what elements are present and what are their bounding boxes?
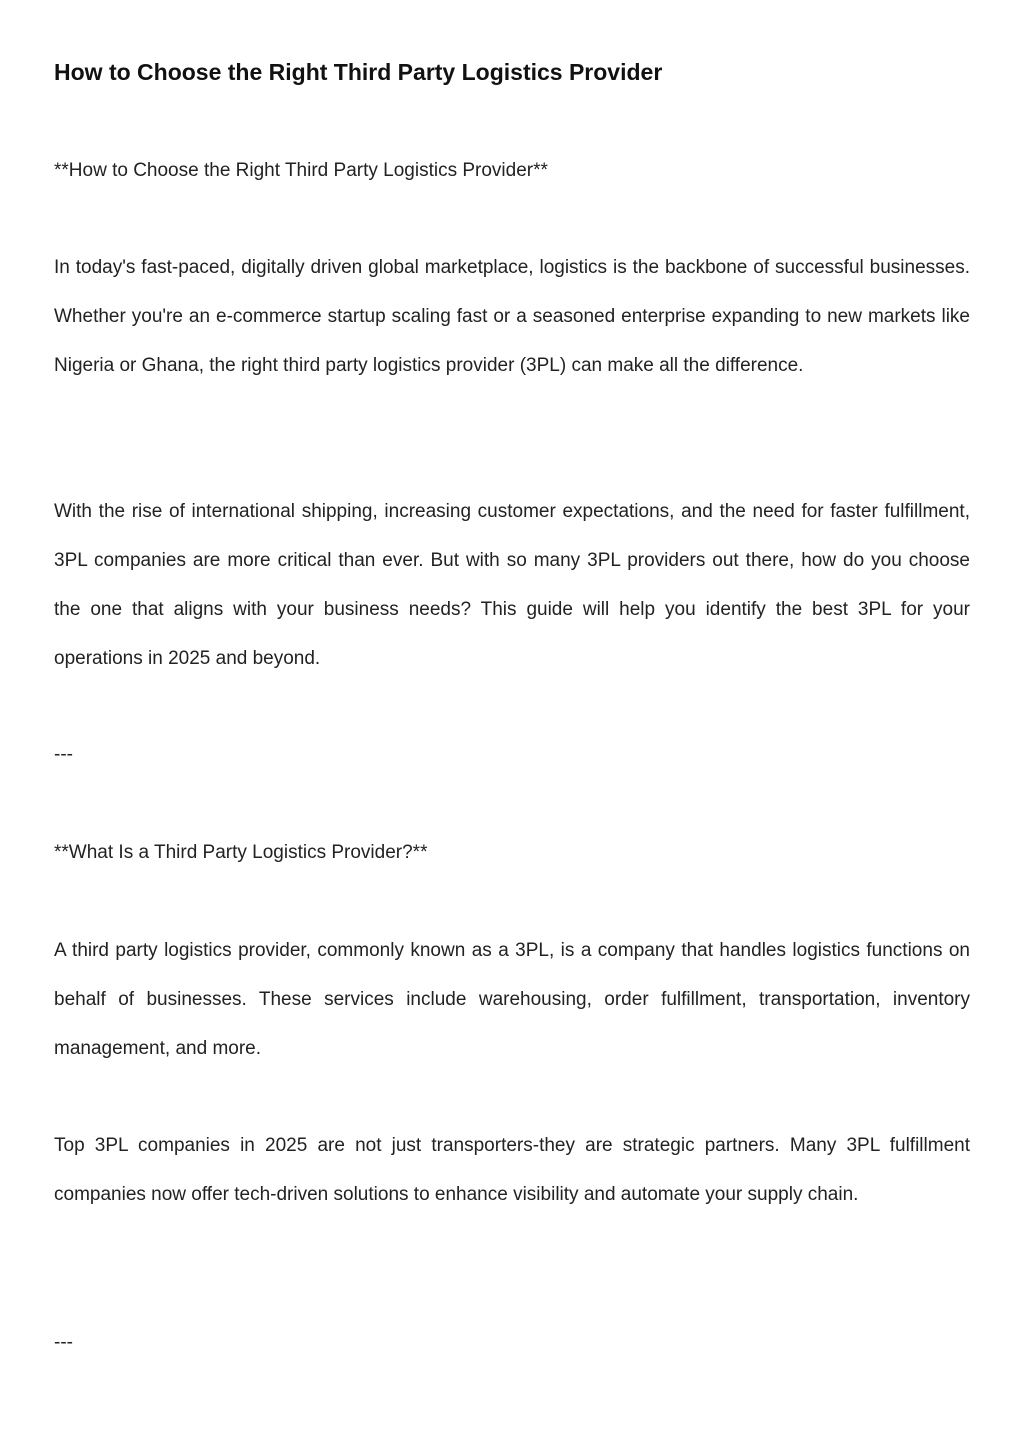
intro-paragraph: In today's fast-paced, digitally driven global marketplace, logistics is the backbone of successful businesses. Whether you're an e-commerce startup scaling fast or a seasoned enterprise expanding to new markets like Nigeria or Ghana, the right third party logistics provider (3PL) can make all the difference. (54, 257, 970, 376)
definition-paragraph: A third party logistics provider, commonly known as a 3PL, is a company that handles logistics functions on behalf of businesses. These services include warehousing, order fulfillment, transportation, inventory management, and more. (54, 940, 970, 1059)
rise-paragraph: With the rise of international shipping, increasing customer expectations, and the need for faster fulfillment, 3PL companies are more critical than ever. But with so many 3PL providers out there, how do you choose the one that aligns with your business needs? This guide will help you identify the best 3PL for your operations in 2025 and beyond. (54, 501, 970, 669)
top-companies-paragraph: Top 3PL companies in 2025 are not just transporters-they are strategic partners. Many 3PL fulfillment companies now offer tech-driven solutions to enhance visibility and automate your supply chain. (54, 1135, 970, 1205)
section-divider: --- (54, 1332, 73, 1353)
section-divider: --- (54, 744, 73, 765)
document-title: How to Choose the Right Third Party Logistics Provider (54, 59, 663, 85)
section-heading: **What Is a Third Party Logistics Provider?** (54, 842, 428, 863)
subtitle-heading: **How to Choose the Right Third Party Logistics Provider** (54, 160, 548, 181)
